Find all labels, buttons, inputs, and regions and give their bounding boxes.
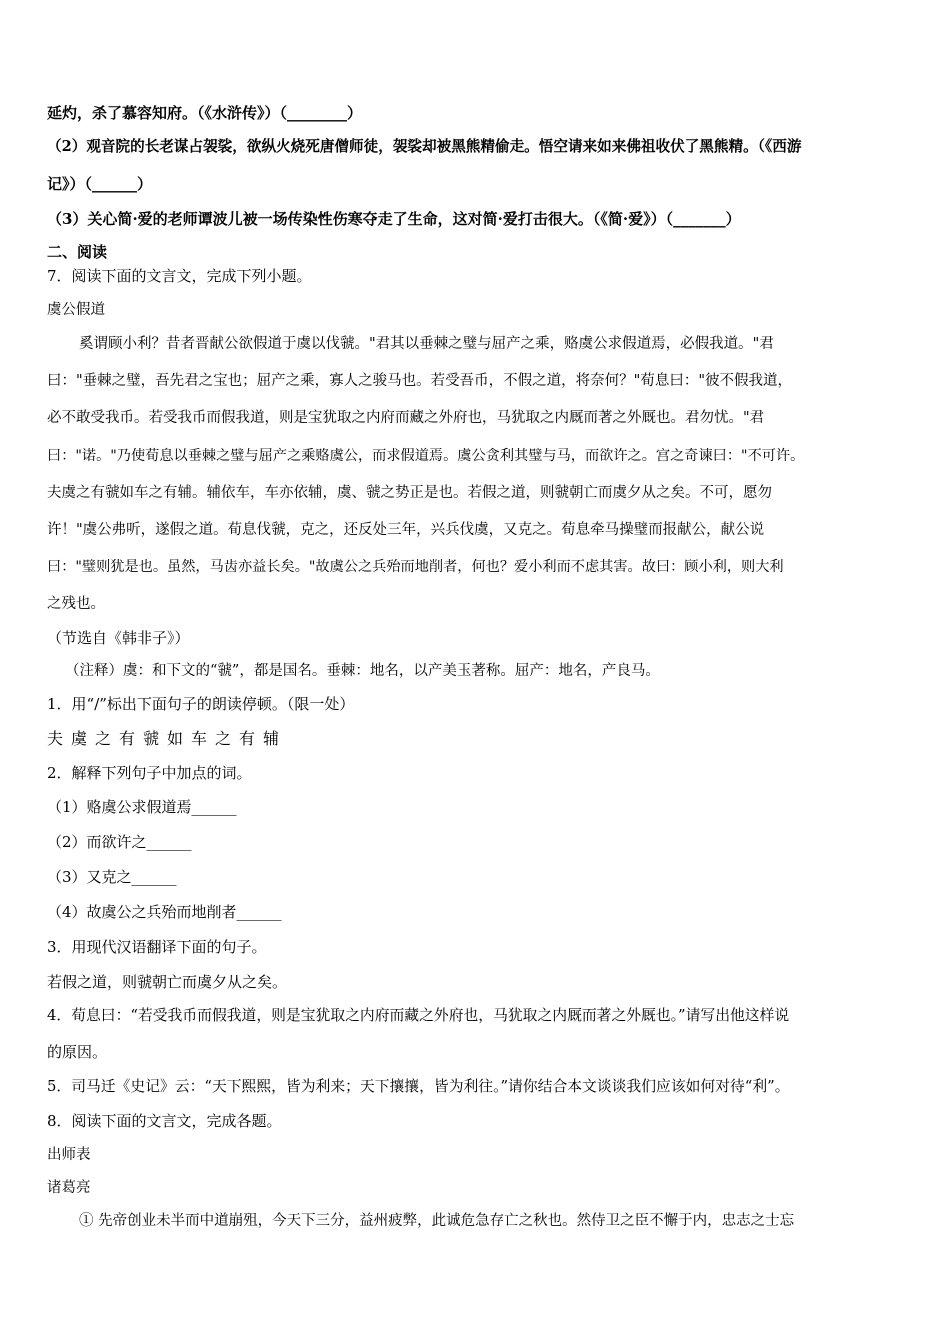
passage-line: 曰："垂棘之璧，吾先君之宝也；屈产之乘，寡人之骏马也。若受吾币，不假之道，将奈何？"荀息曰："彼不假我道，: [47, 373, 793, 389]
passage2-paragraph: ① 先帝创业未半而中道崩殂，今天下三分，益州疲弊，此诚危急存亡之秋也。然侍卫之臣不懈于内，忠志之士忘: [79, 1213, 795, 1229]
q8-intro: 8．阅读下面的文言文，完成各题。: [47, 1112, 282, 1130]
q6-item3: （3）关心简·爱的老师谭波儿被一场传染性伤寒夺走了生命，这对简·爱打击很大。（《简·爱》）（_______）: [47, 210, 741, 228]
sub-question-3: 3．用现代汉语翻译下面的句子。: [47, 938, 267, 956]
passage-line: 奚谓顾小利？昔者晋献公欲假道于虞以伐虢。"君其以垂棘之璧与屈产之乘，赂虞公求假道焉，必假我道。"君: [79, 336, 774, 352]
sentence-char: 如: [167, 729, 184, 748]
sentence-char: 夫: [47, 729, 64, 748]
passage2-title: 出师表: [47, 1147, 91, 1163]
passage-line: 许！"虞公弗听，遂假之道。荀息伐虢，克之，还反处三年，兴兵伐虞，又克之。荀息牵马操璧而报献公，献公说: [47, 522, 765, 538]
passage-line: 必不敢受我币。若受我币而假我道，则是宝犹取之内府而藏之外府也，马犹取之内厩而著之外厩也。君勿忧。"君: [47, 410, 765, 426]
sentence-char: 虢: [143, 729, 160, 748]
sub-question-2: 2．解释下列句子中加点的词。: [47, 764, 252, 782]
section-heading: 二、阅读: [47, 243, 108, 261]
sentence-char: 车: [191, 729, 208, 748]
sub-question-1: 1．用“/”标出下面句子的朗读停顿。（限一处）: [47, 695, 355, 713]
passage-line: 曰："诺。"乃使荀息以垂棘之璧与屈产之乘赂虞公，而求假道焉。虞公贪利其璧与马，而欲许之。宫之奇谏曰："不可许。: [47, 448, 805, 464]
passage-line: 夫虞之有虢如车之有辅。辅依车，车亦依辅，虞、虢之势正是也。若假之道，则虢朝亡而虞夕从之矣。不可，愿勿: [47, 485, 772, 501]
sub2-item: （2）而欲许之______: [47, 833, 192, 851]
passage-source: （节选自《韩非子》）: [47, 629, 190, 647]
q6-item2-line1: （2）观音院的长老谋占袈裟，欲纵火烧死唐僧师徒，袈裟却被黑熊精偷走。悟空请来如来佛祖收伏了黑熊精。（《西游: [47, 138, 802, 155]
pause-sentence: [47, 729, 287, 749]
passage-note: （注释）虞：和下文的“虢”，都是国名。垂棘：地名，以产美玉著称。屈产：地名，产良马。: [65, 663, 660, 679]
sentence-char: 有: [239, 729, 256, 748]
sub-question-4-line1: 4．荀息曰：“若受我币而假我道，则是宝犹取之内府而藏之外府也，马犹取之内厩而著之外厩也。”请写出他这样说: [47, 1007, 790, 1024]
sentence-char: 之: [95, 729, 112, 748]
passage2-author: 诸葛亮: [47, 1180, 91, 1196]
sentence-char: 有: [119, 729, 136, 748]
passage-title: 虞公假道: [47, 302, 105, 318]
sentence-char: 之: [215, 729, 232, 748]
q7-intro: 7．阅读下面的文言文，完成下列小题。: [47, 267, 312, 285]
sub2-item: （1）赂虞公求假道焉______: [47, 798, 237, 816]
sub2-item: （4）故虞公之兵殆而地削者______: [47, 903, 282, 921]
passage-line: 之残也。: [47, 596, 105, 612]
sub-question-5: 5．司马迁《史记》云：“天下熙熙，皆为利来；天下攘攘，皆为利往。”请你结合本文谈谈我们应该如何对待“利”。: [47, 1078, 790, 1095]
translate-sentence: 若假之道，则虢朝亡而虞夕从之矣。: [47, 973, 288, 991]
q6-item2-line2: 记》）（______）: [47, 175, 153, 193]
passage-line: 曰："璧则犹是也。虽然，马齿亦益长矣。"故虞公之兵殆而地削者，何也？爱小利而不虑其害。故曰：顾小利，则大利: [47, 559, 784, 575]
q6-item1-tail: 延灼，杀了慕容知府。（《水浒传》）（________）: [47, 104, 363, 122]
sentence-char: 辅: [263, 729, 280, 748]
sub2-item: （3）又克之______: [47, 868, 177, 886]
sub-question-4-line2: 的原因。: [47, 1043, 108, 1061]
sentence-char: 虞: [71, 729, 88, 748]
